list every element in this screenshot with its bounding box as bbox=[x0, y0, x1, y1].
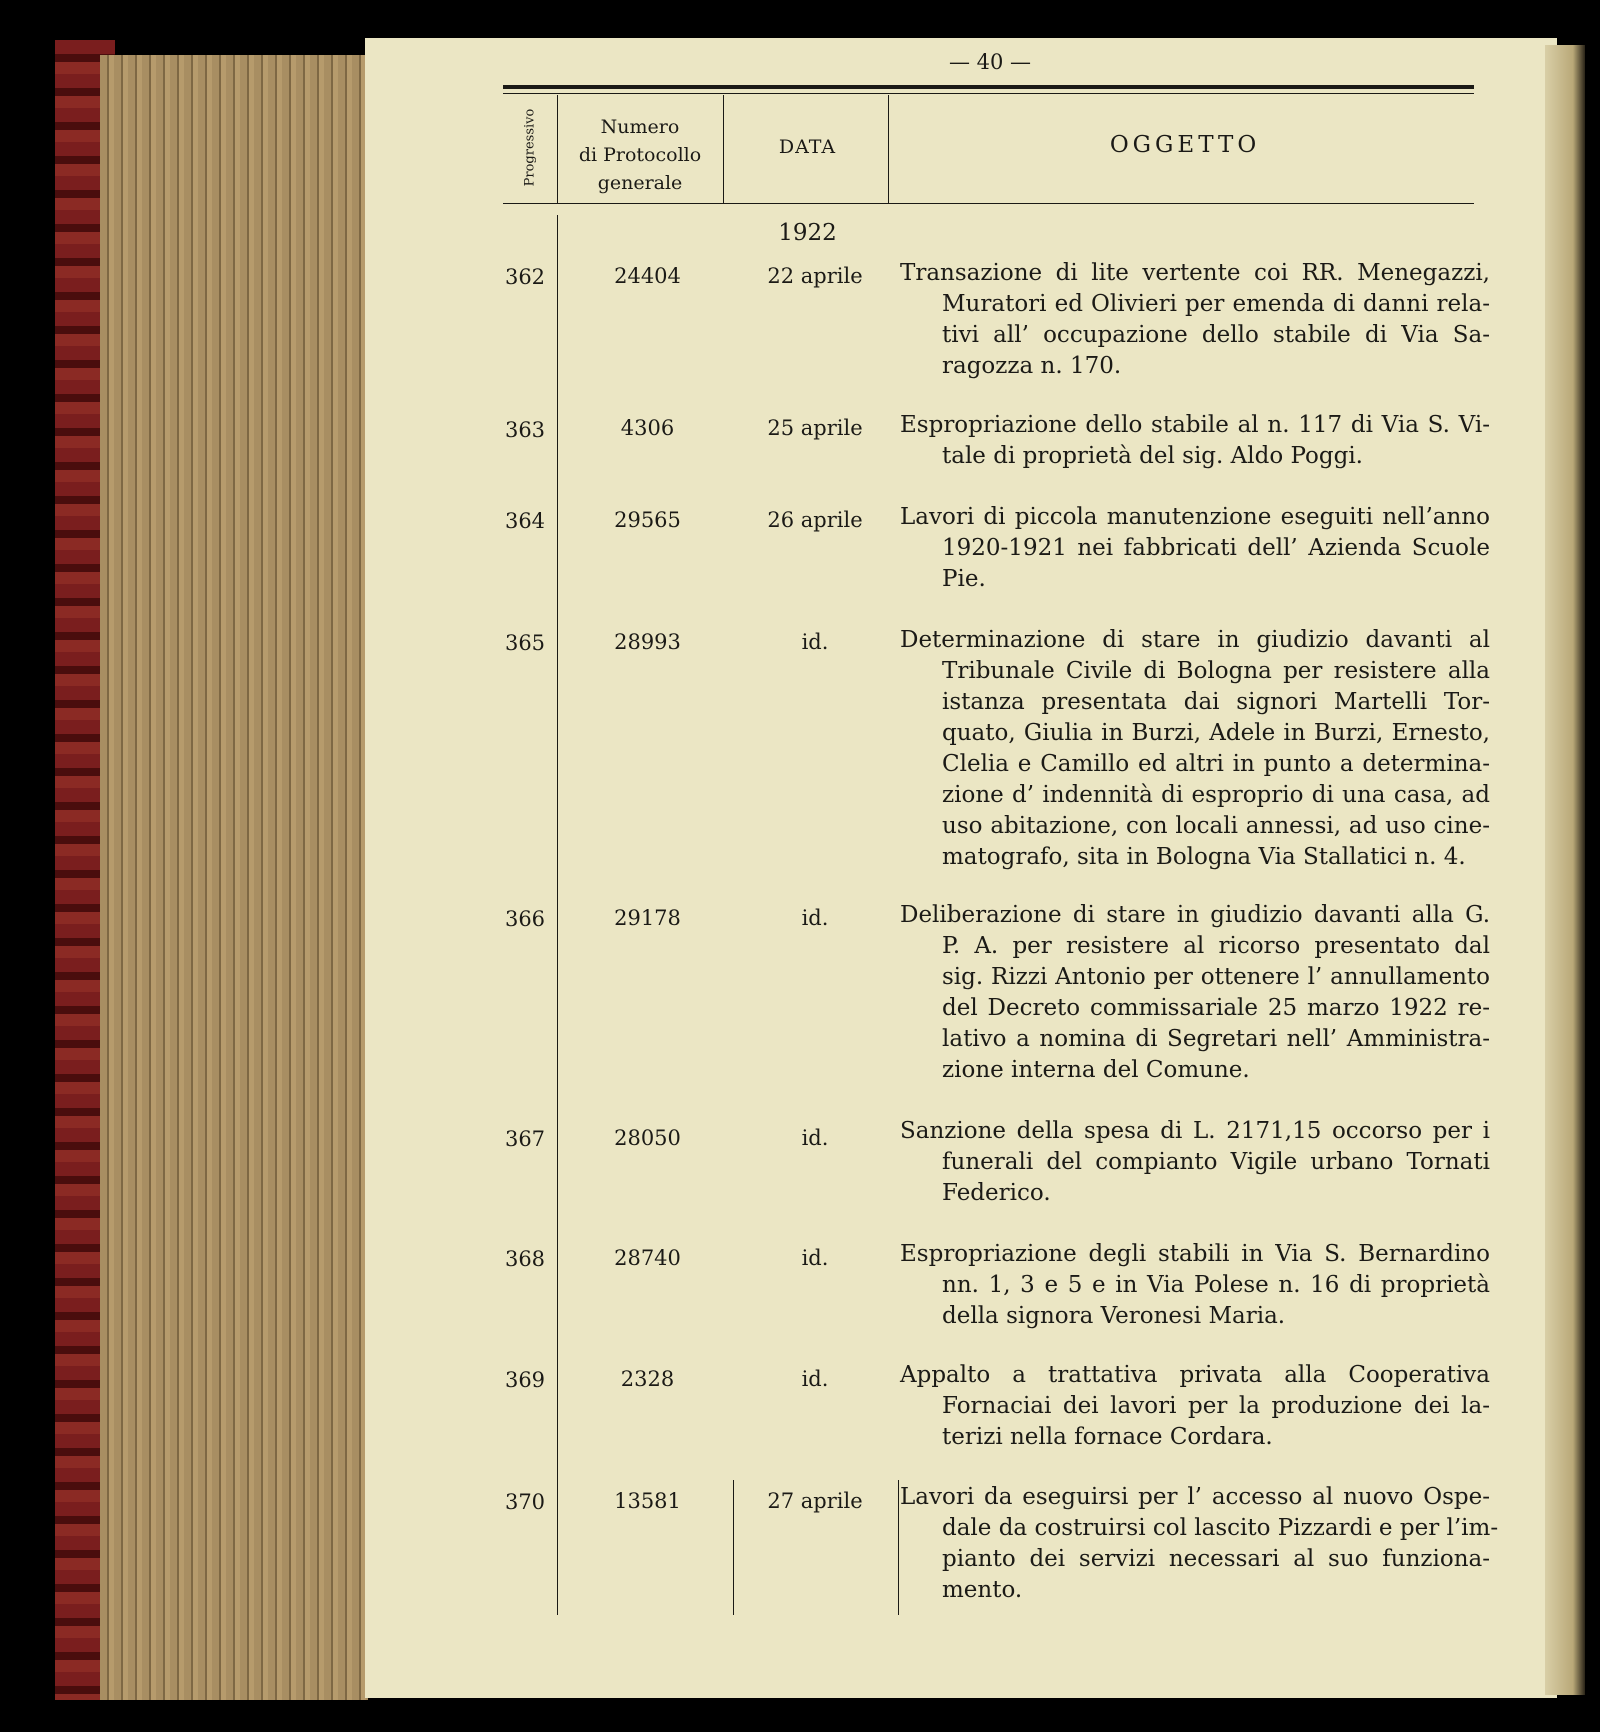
row-oggetto bbox=[900, 1360, 1490, 1453]
row-protocollo: 28050 bbox=[614, 1126, 681, 1150]
oggetto-line: mento. bbox=[942, 1577, 1023, 1603]
row-progressivo: 367 bbox=[504, 1127, 546, 1151]
row-progressivo: 366 bbox=[504, 907, 546, 931]
oggetto-line: Deliberazione di stare in giudizio davanti alla G. bbox=[900, 902, 1490, 928]
row-data: 22 aprile bbox=[767, 264, 863, 288]
page-edges bbox=[100, 55, 368, 1700]
oggetto-line: Lavori di piccola manutenzione eseguiti nell’anno bbox=[900, 504, 1490, 530]
row-protocollo: 29178 bbox=[614, 906, 681, 930]
row-progressivo: 368 bbox=[504, 1247, 546, 1271]
oggetto-line: Lavori da eseguirsi per l’ accesso al nuovo Ospe- bbox=[900, 1484, 1490, 1510]
top-rule bbox=[503, 85, 1474, 89]
oggetto-line: Fornaciai dei lavori per la produzione dei la- bbox=[942, 1393, 1490, 1419]
row-data: 27 aprile bbox=[767, 1489, 863, 1513]
row-data: 25 aprile bbox=[767, 416, 863, 440]
row-oggetto bbox=[900, 1239, 1490, 1332]
row-data: id. bbox=[801, 630, 829, 654]
oggetto-line: pianto dei servizi necessari al suo funziona- bbox=[942, 1546, 1490, 1572]
header-progressivo: Progressivo bbox=[522, 108, 538, 187]
oggetto-line: uso abitazione, con locali annessi, ad uso cine- bbox=[942, 813, 1490, 839]
header-numero-line: di Protocollo bbox=[578, 144, 702, 166]
row-protocollo: 28740 bbox=[614, 1246, 681, 1270]
oggetto-line: Pie. bbox=[942, 566, 986, 592]
row-progressivo: 369 bbox=[504, 1368, 546, 1392]
row-oggetto bbox=[900, 502, 1490, 595]
row-progressivo: 364 bbox=[504, 509, 546, 533]
oggetto-line: 1920-1921 nei fabbricati dell’ Azienda Scuole bbox=[942, 535, 1490, 561]
row-data: id. bbox=[801, 906, 829, 930]
row-protocollo: 13581 bbox=[614, 1489, 681, 1513]
oggetto-line: matografo, sita in Bologna Via Stallatici n. 4. bbox=[942, 844, 1466, 870]
row-data: id. bbox=[801, 1367, 829, 1391]
oggetto-line: Muratori ed Olivieri per emenda di danni rela- bbox=[942, 291, 1490, 317]
row-protocollo: 28993 bbox=[614, 630, 681, 654]
row-oggetto bbox=[900, 1116, 1490, 1209]
header-numero-line: Numero bbox=[600, 116, 680, 138]
oggetto-line: Determinazione di stare in giudizio davanti al bbox=[900, 627, 1490, 653]
header-numero-protocollo bbox=[560, 113, 720, 197]
header-oggetto: OGGETTO bbox=[1109, 132, 1261, 158]
oggetto-line: terizi nella fornace Cordara. bbox=[942, 1424, 1273, 1450]
oggetto-line: Espropriazione dello stabile al n. 117 di Via S. Vi- bbox=[900, 412, 1490, 438]
top-rule-thin bbox=[503, 93, 1474, 94]
oggetto-line: istanza presentata dai signori Martelli Tor- bbox=[942, 689, 1490, 715]
column-divider bbox=[898, 1480, 899, 1615]
oggetto-line: Tribunale Civile di Bologna per resistere alla bbox=[942, 658, 1490, 684]
column-divider bbox=[557, 95, 558, 203]
oggetto-line: Federico. bbox=[942, 1180, 1051, 1206]
oggetto-line: Transazione di lite vertente coi RR. Menegazzi, bbox=[900, 260, 1490, 286]
row-oggetto bbox=[900, 1482, 1499, 1606]
oggetto-line: Clelia e Camillo ed altri in punto a determina- bbox=[942, 751, 1490, 777]
row-oggetto bbox=[900, 410, 1490, 472]
row-oggetto bbox=[900, 625, 1490, 873]
row-protocollo: 29565 bbox=[614, 508, 681, 532]
row-protocollo: 4306 bbox=[620, 416, 675, 440]
row-oggetto bbox=[900, 258, 1490, 382]
oggetto-line: della signora Veronesi Maria. bbox=[942, 1303, 1286, 1329]
row-progressivo: 362 bbox=[504, 265, 546, 289]
oggetto-line: Sanzione della spesa di L. 2171,15 occorso per i bbox=[900, 1118, 1490, 1144]
oggetto-line: P. A. per resistere al ricorso presentato dal bbox=[942, 933, 1490, 959]
header-numero-line: generale bbox=[597, 172, 683, 194]
column-divider bbox=[733, 1480, 734, 1615]
oggetto-line: del Decreto commissariale 25 marzo 1922 re- bbox=[942, 995, 1490, 1021]
row-progressivo: 363 bbox=[504, 418, 546, 442]
row-oggetto bbox=[900, 900, 1490, 1086]
oggetto-line: dale da costruirsi col lascito Pizzardi e per l’im- bbox=[942, 1515, 1499, 1541]
oggetto-line: quato, Giulia in Burzi, Adele in Burzi, Ernesto, bbox=[942, 720, 1490, 746]
row-progressivo: 370 bbox=[504, 1490, 546, 1514]
oggetto-line: funerali del compianto Vigile urbano Tornati bbox=[942, 1149, 1490, 1175]
column-divider bbox=[723, 95, 724, 203]
oggetto-line: lativo a nomina di Segretari nell’ Amministra- bbox=[942, 1026, 1490, 1052]
oggetto-line: nn. 1, 3 e 5 e in Via Polese n. 16 di proprietà bbox=[942, 1272, 1490, 1298]
oggetto-line: Espropriazione degli stabili in Via S. Bernardino bbox=[900, 1241, 1490, 1267]
facing-page-edge bbox=[1545, 45, 1585, 1695]
row-protocollo: 2328 bbox=[620, 1367, 675, 1391]
header-rule bbox=[503, 203, 1474, 204]
column-divider bbox=[557, 215, 558, 1615]
row-progressivo: 365 bbox=[504, 631, 546, 655]
oggetto-line: zione interna del Comune. bbox=[942, 1057, 1250, 1083]
row-protocollo: 24404 bbox=[614, 264, 681, 288]
oggetto-line: tivi all’ occupazione dello stabile di Via Sa- bbox=[942, 322, 1490, 348]
oggetto-line: Appalto a trattativa privata alla Cooperativa bbox=[900, 1362, 1490, 1388]
header-data: DATA bbox=[778, 136, 837, 158]
row-data: 26 aprile bbox=[767, 508, 863, 532]
oggetto-line: tale di proprietà del sig. Aldo Poggi. bbox=[942, 443, 1363, 469]
oggetto-line: sig. Rizzi Antonio per ottenere l’ annullamento bbox=[942, 964, 1490, 990]
page-number: — 40 — bbox=[948, 50, 1032, 74]
year-label: 1922 bbox=[778, 220, 837, 246]
oggetto-line: zione d’ indennità di esproprio di una casa, ad bbox=[942, 782, 1490, 808]
oggetto-line: ragozza n. 170. bbox=[942, 353, 1122, 379]
row-data: id. bbox=[801, 1126, 829, 1150]
row-data: id. bbox=[801, 1246, 829, 1270]
